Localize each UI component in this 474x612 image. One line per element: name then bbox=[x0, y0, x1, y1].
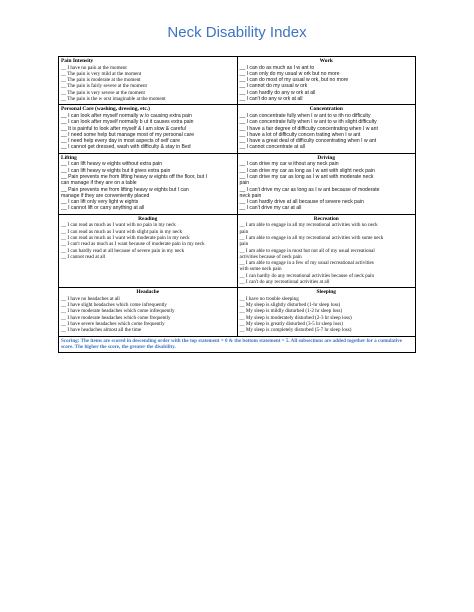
section-pain-intensity bbox=[59, 57, 238, 105]
option-item: __ I can hardly do any recreational activities because of neck pain bbox=[239, 272, 374, 279]
section-reading bbox=[59, 214, 238, 288]
table-row bbox=[59, 288, 416, 336]
option-item: __ Pain prevents me from lifting heavy w eights off the floor, but I bbox=[61, 173, 208, 180]
option-item: manage if they are conveniently placed bbox=[61, 192, 150, 199]
option-item: __ I can lift heavy w eights but it gives extra pain bbox=[61, 167, 171, 174]
section-title: Sleeping bbox=[316, 289, 336, 296]
option-item: __ I am able to engage in most but not all of my usual recreational bbox=[239, 247, 375, 254]
option-item: activities because of neck pain bbox=[239, 253, 302, 260]
option-list bbox=[61, 296, 235, 334]
option-item: neck pain bbox=[239, 192, 262, 199]
section-work bbox=[237, 57, 416, 105]
section-title: Concentration bbox=[309, 106, 343, 113]
section-recreation bbox=[237, 214, 416, 288]
option-item: pain bbox=[239, 228, 249, 235]
option-item: __ I cannot do my usual w ork bbox=[239, 83, 308, 90]
section-lifting bbox=[59, 153, 238, 214]
option-item: __ I am able to engage in all my recreational activities with no neck bbox=[239, 222, 378, 229]
section-title: Lifting bbox=[61, 154, 77, 161]
option-item: __ I have no pain at the moment bbox=[61, 64, 127, 71]
option-item: __ I can't do any w ork at all bbox=[239, 96, 303, 103]
section-title: Pain Intensity bbox=[61, 58, 94, 64]
section-title: Driving bbox=[317, 154, 336, 161]
option-list bbox=[61, 161, 235, 211]
table-row bbox=[59, 336, 416, 353]
option-item: __ The pain is very mild at the moment bbox=[61, 70, 142, 77]
option-item: pain bbox=[239, 180, 250, 187]
section-headache bbox=[59, 288, 238, 336]
scoring-note: Scoring: The items are scored in descending order with the top statement = 0 & the bottom statement = 5. All subsections are added together for a cumulative score. The higher the score, the greater the disability. bbox=[59, 336, 416, 353]
option-item: __ My sleep is greatly disturbed (3-5 hr sleep loss) bbox=[239, 321, 343, 328]
option-item: __ I can do most of my usual w ork, but no more bbox=[239, 77, 349, 84]
option-item: __ The pain is very severe at the moment bbox=[61, 89, 145, 96]
option-item: __ I have a lot of difficulty concen trating when I w ant bbox=[239, 131, 361, 138]
option-item: __ I can drive my car as long as I w ant with slight neck pain bbox=[239, 167, 375, 174]
section-title: Personal Care (washing, dressing, etc.) bbox=[61, 106, 150, 113]
option-item: __ I can hardly read at all because of severe pain in my neck bbox=[61, 247, 185, 254]
option-item: __ Pain prevents me from lifting heavy w eights but I can bbox=[61, 186, 189, 193]
option-item: __ I have a great deal of difficulty concentrating when I w ant bbox=[239, 138, 377, 145]
option-item: __ I have moderate headaches which come infrequently bbox=[61, 308, 175, 315]
section-title: Recreation bbox=[313, 215, 339, 222]
option-item: __ I cannot get dressed, wash with difficulty & stay in Bed bbox=[61, 144, 191, 151]
option-item: __ My sleep is completely disturbed (5-7 hr sleep loss) bbox=[239, 327, 352, 334]
option-item: __ The pain is moderate at the moment bbox=[61, 77, 141, 84]
option-item: __ I can concentrate fully when I w ant to w ith slight difficulty bbox=[239, 119, 377, 126]
option-list bbox=[240, 296, 414, 334]
option-item: __ I cannot concentrate at all bbox=[239, 144, 305, 151]
option-list bbox=[240, 222, 414, 285]
section-title: Work bbox=[319, 58, 333, 64]
option-item: __ I can't drive my car as long as I w ant because of moderate bbox=[239, 186, 380, 193]
option-item: pain bbox=[239, 241, 249, 248]
option-item: with some neck pain bbox=[239, 266, 282, 273]
option-item: __ I have a fair degree of difficulty concentrating when I w ant bbox=[239, 125, 378, 132]
option-item: __ I can lift only very light w eights bbox=[61, 199, 139, 206]
table-row bbox=[59, 214, 416, 288]
option-item: __ The pain is fairly severe at the moment bbox=[61, 83, 147, 90]
option-item: __ I cannot lift or carry anything at all bbox=[61, 205, 145, 212]
option-item: __ I can hardly drive at all because of severe neck pain bbox=[239, 199, 364, 206]
section-title: Headache bbox=[136, 289, 160, 296]
option-item: __ I have no trouble sleeping bbox=[239, 295, 299, 302]
option-item: __ I can concentrate fully when I w ant to w ith no difficulty bbox=[239, 112, 371, 119]
option-list bbox=[240, 65, 414, 103]
option-item: __ I can read as much as I want with no pain in my neck bbox=[61, 222, 176, 229]
option-item: __ I can't do any recreational activities at all bbox=[239, 278, 330, 285]
section-concentration bbox=[237, 105, 416, 153]
option-item: __ My sleep is mildly disturbed (1-2 hr sleep loss) bbox=[239, 308, 343, 315]
option-list bbox=[61, 113, 235, 151]
option-item: __ The pain is the w orst imaginable at the moment bbox=[61, 96, 166, 103]
option-item: __ I can't drive my car at all bbox=[239, 205, 302, 212]
option-item: __ I can't read as much as I want because of moderate pain in my neck bbox=[61, 241, 205, 248]
option-item: __ I can drive my car as long as I w ant with moderate neck bbox=[239, 173, 374, 180]
option-item: can manage if they are on a table bbox=[61, 180, 137, 187]
option-item: __ I have headaches almost all the time bbox=[61, 327, 142, 334]
option-item: __ I can look after myself normally w /o causing extra pain bbox=[61, 112, 192, 119]
option-item: __ My sleep is moderately disturbed (2-3 hr sleep loss) bbox=[239, 314, 352, 321]
ndi-form-table bbox=[58, 56, 416, 353]
option-item: __ I can look after myself normally b ut it causes extra pain bbox=[61, 119, 194, 126]
option-item: __ My sleep is slightly disturbed (1-hr sleep loss) bbox=[239, 302, 341, 309]
option-item: __ I need some help but manage most of my personal care bbox=[61, 131, 195, 138]
option-item: __ I have severe headaches which come frequently bbox=[61, 321, 165, 328]
option-list bbox=[61, 222, 235, 260]
section-sleeping bbox=[237, 288, 416, 336]
section-driving bbox=[237, 153, 416, 214]
section-personal-care bbox=[59, 105, 238, 153]
option-item: __ I have no headaches at all bbox=[61, 295, 120, 302]
option-list bbox=[240, 113, 414, 151]
option-item: __ I can hardly do any w ork at all bbox=[239, 89, 316, 96]
option-item: __ I can read as much as I want with moderate pain in my neck bbox=[61, 234, 190, 241]
section-title: Reading bbox=[138, 215, 158, 222]
option-item: __ I can do as much as I w ant to bbox=[239, 64, 315, 71]
option-list bbox=[61, 65, 235, 103]
option-item: __ It is painful to look after myself & I am slow & careful bbox=[61, 125, 186, 132]
option-list bbox=[240, 161, 414, 211]
table-row bbox=[59, 57, 416, 105]
table-row bbox=[59, 153, 416, 214]
page-title: Neck Disability Index bbox=[167, 24, 307, 41]
option-item: __ I am able to engage in all my recreational activities with some neck bbox=[239, 234, 384, 241]
option-item: __ I need help every day in most aspects of self care bbox=[61, 138, 180, 145]
option-item: __ I can only do my usual w ork but no more bbox=[239, 70, 340, 77]
table-row bbox=[59, 105, 416, 153]
option-item: __ I cannot read at all bbox=[61, 253, 106, 260]
option-item: __ I have slight headaches which come infrequently bbox=[61, 302, 167, 309]
option-item: __ I can drive my car w ithout any neck pain bbox=[239, 161, 339, 168]
option-item: __ I can read as much as I want with slight pain in my neck bbox=[61, 228, 183, 235]
option-item: __ I can lift heavy w eights without extra pain bbox=[61, 161, 163, 168]
option-item: __ I am able to engage in a few of my usual recreational activities bbox=[239, 260, 374, 267]
option-item: __ I have moderate headaches which come frequently bbox=[61, 314, 171, 321]
